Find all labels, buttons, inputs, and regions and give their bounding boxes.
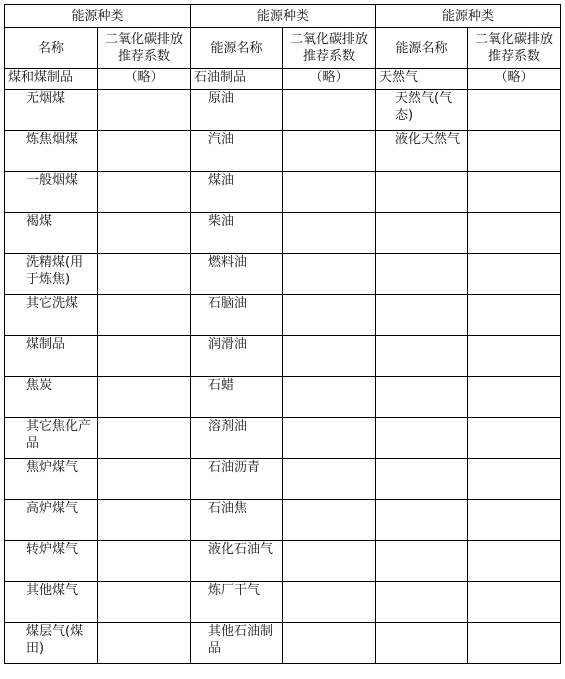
coef-cell	[468, 90, 561, 131]
coal-item: 焦炉煤气	[5, 459, 98, 500]
coef-cell	[98, 459, 191, 500]
coef-cell	[468, 418, 561, 459]
empty-cell	[376, 295, 468, 336]
coef-cell	[468, 295, 561, 336]
coef-cell	[283, 500, 376, 541]
header-row-group	[5, 5, 561, 28]
category-gas: 天然气	[376, 69, 468, 90]
table-row	[5, 418, 561, 459]
oil-item: 柴油	[191, 213, 283, 254]
coef-cell	[468, 131, 561, 172]
group-header-oil: 能源种类	[191, 5, 376, 28]
coal-item: 煤制品	[5, 336, 98, 377]
coef-cell	[98, 213, 191, 254]
coef-cell	[98, 254, 191, 295]
header-row-columns	[5, 28, 561, 69]
oil-item: 燃料油	[191, 254, 283, 295]
empty-cell	[376, 254, 468, 295]
table-row	[5, 172, 561, 213]
col-header-coef-oil: 二氧化碳排放推荐系数	[283, 28, 376, 69]
coef-cell	[98, 541, 191, 582]
coef-cell	[283, 541, 376, 582]
category-oil: 石油制品	[191, 69, 283, 90]
gas-item: 天然气(气态)	[376, 90, 468, 131]
energy-co2-table	[4, 4, 561, 664]
coal-item: 褐煤	[5, 213, 98, 254]
col-header-coef-coal: 二氧化碳排放推荐系数	[98, 28, 191, 69]
group-header-coal: 能源种类	[5, 5, 191, 28]
coal-item: 一般烟煤	[5, 172, 98, 213]
oil-item: 原油	[191, 90, 283, 131]
coef-cell	[98, 582, 191, 623]
oil-item: 汽油	[191, 131, 283, 172]
empty-cell	[376, 582, 468, 623]
coef-cell	[98, 90, 191, 131]
oil-item: 液化石油气	[191, 541, 283, 582]
coal-item: 其它焦化产品	[5, 418, 98, 459]
gas-item: 液化天然气	[376, 131, 468, 172]
coef-cell	[468, 377, 561, 418]
coal-item: 焦炭	[5, 377, 98, 418]
coal-item: 炼焦烟煤	[5, 131, 98, 172]
oil-item: 其他石油制品	[191, 623, 283, 664]
table-row	[5, 623, 561, 664]
oil-item: 煤油	[191, 172, 283, 213]
table-row	[5, 90, 561, 131]
col-header-energy-name-oil: 能源名称	[191, 28, 283, 69]
coef-cell	[283, 172, 376, 213]
table-row	[5, 336, 561, 377]
coef-omitted-coal: （略）	[98, 69, 191, 90]
oil-item: 炼厂干气	[191, 582, 283, 623]
coef-cell	[283, 459, 376, 500]
coef-omitted-oil: （略）	[283, 69, 376, 90]
oil-item: 石蜡	[191, 377, 283, 418]
coef-cell	[98, 623, 191, 664]
coef-cell	[468, 213, 561, 254]
col-header-coef-gas: 二氧化碳排放推荐系数	[468, 28, 561, 69]
empty-cell	[376, 377, 468, 418]
coef-cell	[468, 254, 561, 295]
empty-cell	[376, 336, 468, 377]
coal-item: 洗精煤(用于炼焦)	[5, 254, 98, 295]
table-row	[5, 377, 561, 418]
table-row	[5, 541, 561, 582]
coef-cell	[283, 90, 376, 131]
coef-omitted-gas: （略）	[468, 69, 561, 90]
table-row	[5, 254, 561, 295]
coef-cell	[468, 336, 561, 377]
empty-cell	[376, 213, 468, 254]
oil-item: 石油焦	[191, 500, 283, 541]
coef-cell	[98, 336, 191, 377]
table-row	[5, 295, 561, 336]
oil-item: 石脑油	[191, 295, 283, 336]
coef-cell	[468, 459, 561, 500]
table-row	[5, 213, 561, 254]
table-row	[5, 582, 561, 623]
coef-cell	[283, 295, 376, 336]
coef-cell	[283, 254, 376, 295]
coef-cell	[283, 418, 376, 459]
coef-cell	[283, 131, 376, 172]
coef-cell	[283, 623, 376, 664]
oil-item: 溶剂油	[191, 418, 283, 459]
coef-cell	[98, 418, 191, 459]
coef-cell	[468, 623, 561, 664]
oil-item: 石油沥青	[191, 459, 283, 500]
coef-cell	[468, 172, 561, 213]
empty-cell	[376, 418, 468, 459]
coef-cell	[283, 377, 376, 418]
coal-item: 无烟煤	[5, 90, 98, 131]
table-row	[5, 500, 561, 541]
coef-cell	[98, 500, 191, 541]
coef-cell	[468, 582, 561, 623]
coef-cell	[98, 377, 191, 418]
group-header-gas: 能源种类	[376, 5, 561, 28]
coal-item: 煤层气(煤田)	[5, 623, 98, 664]
coal-item: 转炉煤气	[5, 541, 98, 582]
oil-item: 润滑油	[191, 336, 283, 377]
category-row	[5, 69, 561, 90]
coal-item: 其他煤气	[5, 582, 98, 623]
col-header-name: 名称	[5, 28, 98, 69]
coef-cell	[98, 131, 191, 172]
category-coal: 煤和煤制品	[5, 69, 98, 90]
coef-cell	[98, 172, 191, 213]
coef-cell	[283, 582, 376, 623]
table-row	[5, 459, 561, 500]
empty-cell	[376, 459, 468, 500]
coef-cell	[98, 295, 191, 336]
empty-cell	[376, 500, 468, 541]
coef-cell	[468, 541, 561, 582]
coal-item: 其它洗煤	[5, 295, 98, 336]
coef-cell	[283, 213, 376, 254]
coef-cell	[283, 336, 376, 377]
coef-cell	[468, 500, 561, 541]
table-row	[5, 131, 561, 172]
coal-item: 高炉煤气	[5, 500, 98, 541]
empty-cell	[376, 172, 468, 213]
empty-cell	[376, 541, 468, 582]
col-header-energy-name-gas: 能源名称	[376, 28, 468, 69]
empty-cell	[376, 623, 468, 664]
